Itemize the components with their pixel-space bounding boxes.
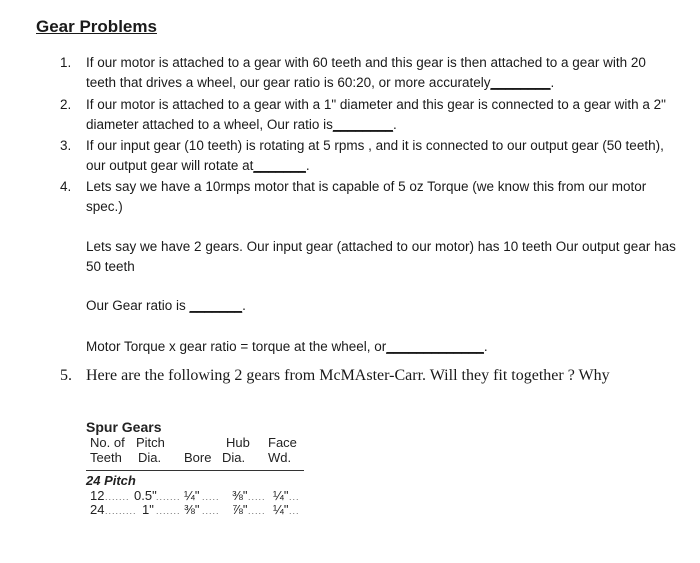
cell-teeth: 24: [90, 502, 105, 517]
leader-dots: .....: [248, 492, 266, 502]
question-4: [60, 177, 676, 217]
table-header: [86, 435, 308, 467]
cell-pitch-dia: 1": [142, 502, 154, 517]
answer-blank[interactable]: ________: [332, 117, 393, 132]
punctuation: .: [242, 298, 246, 313]
leader-dots: ...: [289, 506, 300, 516]
answer-blank[interactable]: _______: [253, 158, 306, 173]
torque-prompt: [86, 337, 686, 357]
answer-blank[interactable]: ________: [490, 75, 551, 90]
cell-bore: ⅜": [184, 502, 200, 517]
cell-pitch-dia: 0.5": [134, 488, 157, 503]
cell-face: ¼": [273, 502, 289, 517]
prompt-text: Motor Torque x gear ratio = torque at the wheel, or: [86, 339, 387, 354]
question-text: Lets say we have a 10rmps motor that is capable of 5 oz Torque (we know this from our motor spec.): [86, 179, 647, 214]
leader-dots: .......: [105, 492, 130, 502]
leader-dots: .....: [202, 506, 220, 516]
table-divider: [86, 470, 304, 471]
col-header-pitch-dia: Dia.: [138, 450, 162, 465]
punctuation: .: [305, 158, 310, 173]
answer-blank[interactable]: _____________: [386, 339, 484, 354]
leader-dots: .......: [156, 492, 181, 502]
cell-face: ¼": [273, 488, 289, 503]
table-row: [86, 502, 308, 516]
question-5: [60, 366, 676, 386]
col-header-pitch: Pitch: [136, 435, 165, 450]
col-header-face: Face: [268, 435, 297, 450]
table-row: [86, 488, 308, 502]
question-number: 4.: [60, 179, 72, 194]
gear-ratio-prompt: [86, 296, 686, 316]
answer-blank[interactable]: _______: [189, 298, 243, 313]
leader-dots: ...: [289, 492, 300, 502]
prompt-text: Our Gear ratio is: [86, 298, 190, 313]
leader-dots: .........: [105, 506, 137, 516]
col-header-hub-dia: Dia.: [222, 450, 246, 465]
cell-bore: ¼": [184, 488, 200, 503]
question-text: If our motor is attached to a gear with 60 teeth and this gear is then attached to a gear with 20 teeth that drives a wheel, our gear ratio is 60:20, or more accurately: [86, 55, 646, 90]
question-number: 5.: [60, 367, 72, 384]
col-header-wd: Wd.: [268, 450, 292, 465]
question-number: 2.: [60, 97, 72, 112]
col-header-teeth: Teeth: [90, 450, 122, 465]
leader-dots: .....: [248, 506, 266, 516]
punctuation: .: [550, 75, 555, 90]
page-title: Gear Problems: [36, 17, 157, 36]
punctuation: .: [392, 117, 397, 132]
leader-dots: .....: [202, 492, 220, 502]
question-2: [60, 95, 676, 135]
question-text: If our motor is attached to a gear with a 1" diameter and this gear is connected to a gear with a 2" diameter attached to a wheel, Our ratio is: [86, 97, 666, 132]
cell-hub-dia: ⅞": [232, 502, 248, 517]
question-number: 1.: [60, 55, 72, 70]
pitch-group-label: 24 Pitch: [86, 473, 136, 488]
question-text: Here are the following 2 gears from McMAster-Carr. Will they fit together ? Why: [86, 367, 610, 384]
cell-hub-dia: ⅜": [232, 488, 248, 503]
punctuation: .: [483, 339, 488, 354]
col-header-no-of: No. of: [90, 435, 125, 450]
gears-description: Lets say we have 2 gears. Our input gear (attached to our motor) has 10 teeth Our output gear has 50 teeth: [86, 239, 676, 274]
question-text: If our input gear (10 teeth) is rotating at 5 rpms , and it is connected to our output gear (50 teeth), our output gear will rotate at: [86, 138, 664, 173]
col-header-hub: Hub: [226, 435, 250, 450]
col-header-bore: Bore: [184, 450, 212, 465]
leader-dots: .......: [156, 506, 181, 516]
spur-gears-table: [86, 420, 308, 516]
cell-teeth: 12: [90, 488, 105, 503]
question-3: [60, 136, 676, 176]
table-heading: Spur Gears: [86, 419, 162, 435]
question-1: [60, 53, 676, 93]
question-number: 3.: [60, 138, 72, 153]
